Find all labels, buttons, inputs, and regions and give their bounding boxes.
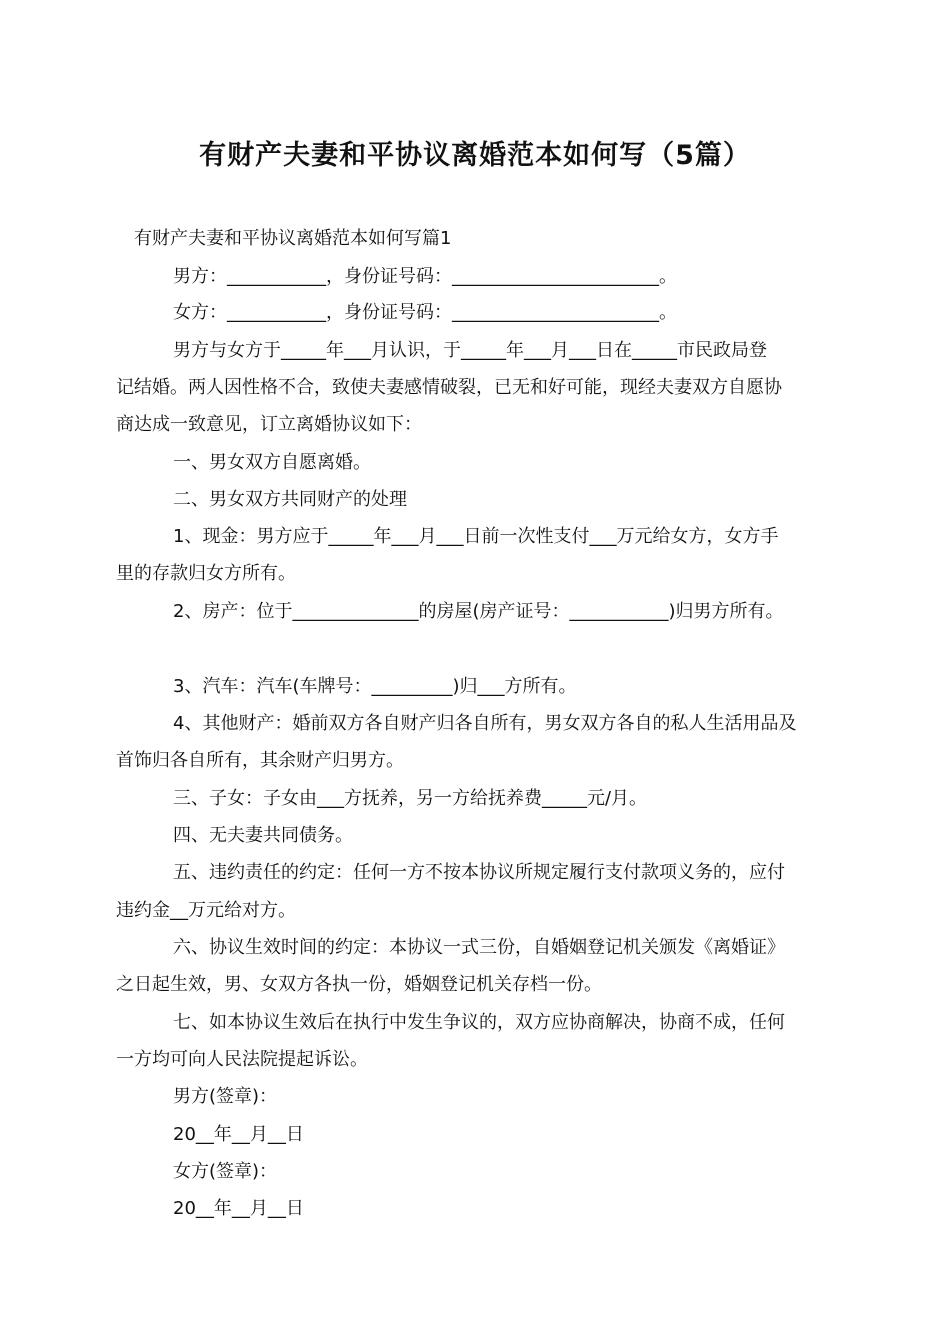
clause-7-line: 一方均可向人民法院提起诉讼。 xyxy=(116,1049,368,1070)
other-property-line: 首饰归各自所有，其余财产归男方。 xyxy=(116,750,404,771)
clause-6-line: 之日起生效，男、女双方各执一份，婚姻登记机关存档一份。 xyxy=(116,974,602,995)
clause-6-line: 六、协议生效时间的约定：本协议一式三份，自婚姻登记机关颁发《离婚证》 xyxy=(173,937,785,958)
intro-line: 商达成一致意见，订立离婚协议如下： xyxy=(116,414,422,435)
house-line: 2、房产：位于______________的房屋(房产证号：___________)归男方所有。 xyxy=(173,601,784,622)
clause-5-line: 违约金__万元给对方。 xyxy=(116,900,296,921)
clause-5-line: 五、违约责任的约定：任何一方不按本协议所规定履行支付款项义务的，应付 xyxy=(173,862,785,883)
man-date: 20__年__月__日 xyxy=(173,1124,304,1145)
woman-signature: 女方(签章)： xyxy=(173,1161,278,1182)
car-line: 3、汽车：汽车(车牌号：_________)归___方所有。 xyxy=(173,676,577,697)
other-property-line: 4、其他财产：婚前双方各自财产归各自所有，男女双方各自的私人生活用品及 xyxy=(173,713,797,734)
clause-3: 三、子女：子女由___方抚养，另一方给抚养费_____元/月。 xyxy=(173,788,648,809)
intro-line: 男方与女方于_____年___月认识，于_____年___月___日在_____市民政局登 xyxy=(173,340,767,361)
clause-2: 二、男女双方共同财产的处理 xyxy=(173,489,407,510)
cash-line: 1、现金：男方应于_____年___月___日前一次性支付___万元给女方，女方手 xyxy=(173,526,779,547)
man-info-line: 男方：___________，身份证号码：_______________________。 xyxy=(173,266,677,287)
man-signature: 男方(签章)： xyxy=(173,1086,278,1107)
document-title: 有财产夫妻和平协议离婚范本如何写（5篇） xyxy=(199,140,751,171)
section-heading: 有财产夫妻和平协议离婚范本如何写篇1 xyxy=(134,228,452,249)
clause-1: 一、男女双方自愿离婚。 xyxy=(173,452,371,473)
woman-info-line: 女方：___________，身份证号码：_______________________。 xyxy=(173,302,677,323)
woman-date: 20__年__月__日 xyxy=(173,1198,304,1219)
intro-line: 记结婚。两人因性格不合，致使夫妻感情破裂，已无和好可能，现经夫妻双方自愿协 xyxy=(116,377,782,398)
clause-4: 四、无夫妻共同债务。 xyxy=(173,825,353,846)
cash-line: 里的存款归女方所有。 xyxy=(116,563,296,584)
clause-7-line: 七、如本协议生效后在执行中发生争议的，双方应协商解决，协商不成，任何 xyxy=(173,1012,785,1033)
